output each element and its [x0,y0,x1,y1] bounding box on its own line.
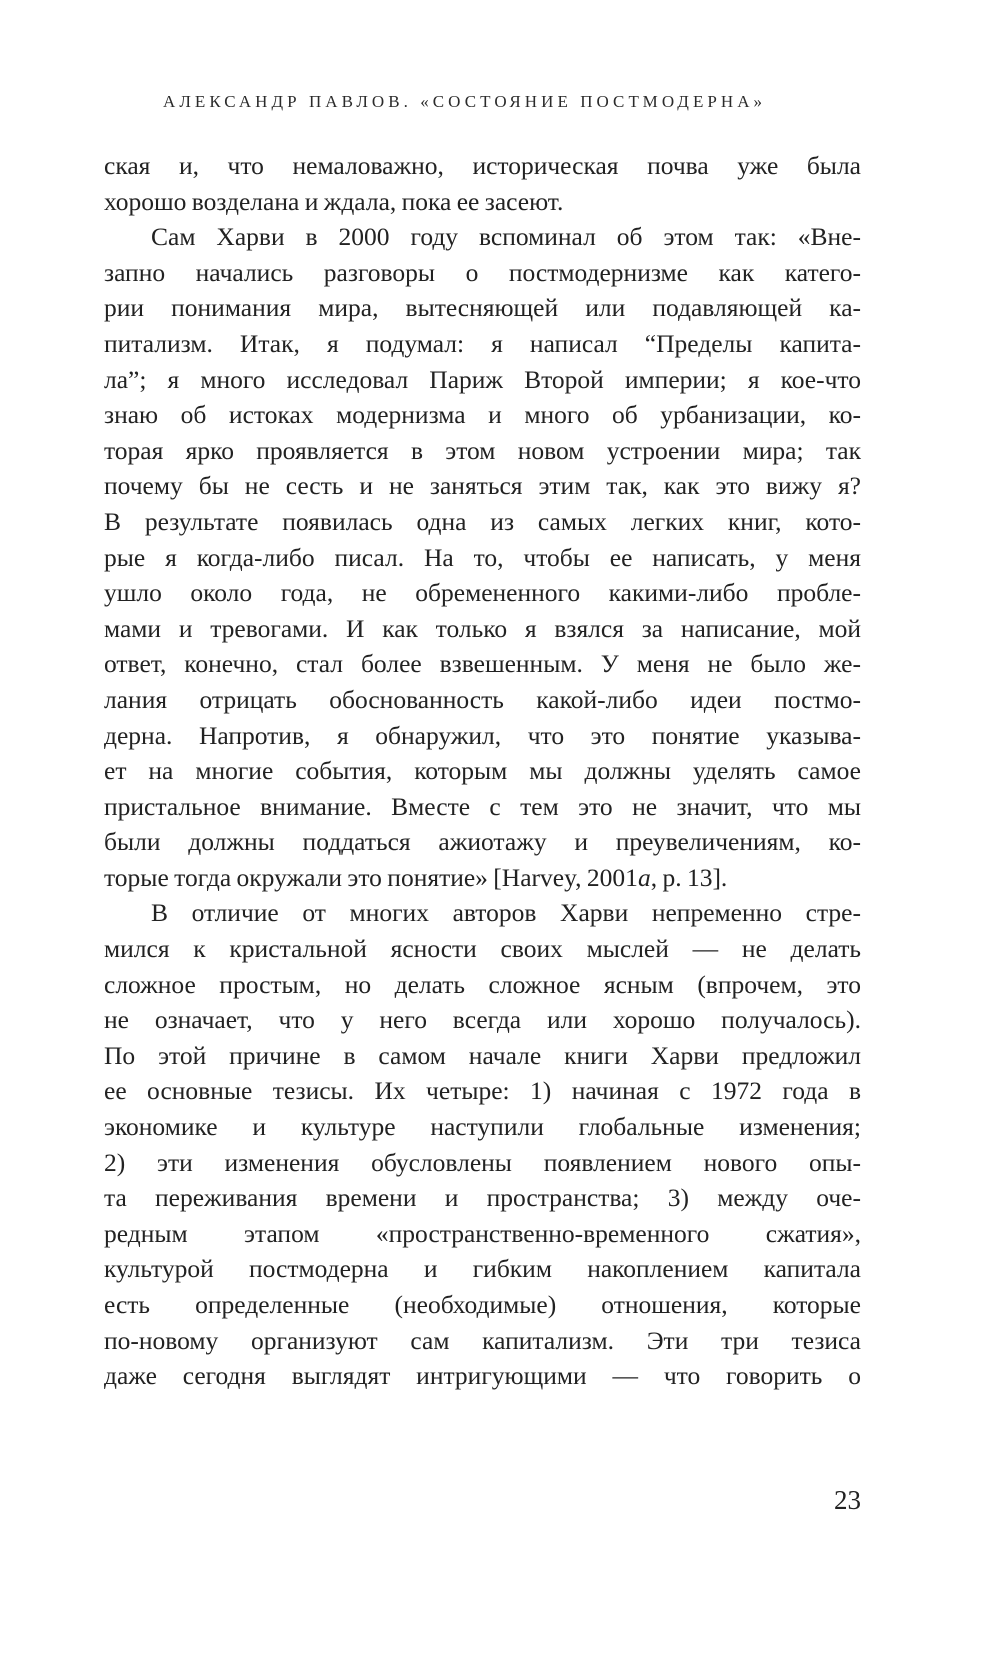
text-line: редным этапом «пространственно-временного сжатия», [104,1218,861,1248]
text-line: ла”; я много исследовал Париж Второй империи; я кое-что [104,364,861,394]
text-line: 2) эти изменения обусловлены появлением нового опы- [104,1147,861,1177]
text-line: торые тогда окружали это понятие» [Harvey, 2001a, p. 13]. [104,862,728,892]
body-text [104,148,861,1394]
text-line: даже сегодня выглядят интригующими — что говорить о [104,1361,861,1391]
text-line: сложное простым, но делать сложное ясным (впрочем, это [104,969,861,999]
text-line: В результате появилась одна из самых легких книг, кото- [104,506,861,536]
text-line: знаю об истоках модернизма и много об урбанизации, ко- [104,400,861,430]
text-line: В отличие от многих авторов Харви непременно стре- [151,898,861,928]
text-line: почему бы не сесть и не заняться этим так, как это вижу я? [104,471,861,501]
text-line: ответ, конечно, стал более взвешенным. У меня не было же- [104,649,861,679]
text-line: ушло около года, не обремененного какими-либо пробле- [104,578,861,608]
text-line: пристальное внимание. Вместе с тем это не значит, что мы [104,791,861,821]
text-line: торая ярко проявляется в этом новом устроении мира; так [104,435,861,465]
text-line: рии понимания мира, вытесняющей или подавляющей ка- [104,293,861,323]
text-line: по-новому организуют сам капитализм. Эти три тезиса [104,1325,861,1355]
text-line: культурой постмодерна и гибким накоплением капитала [104,1254,861,1284]
text-line: экономике и культуре наступили глобальные изменения; [104,1112,861,1142]
page-number: 23 [834,1485,861,1515]
text-line: По этой причине в самом начале книги Харви предложил [104,1040,861,1070]
text-line: не означает, что у него всегда или хорошо получалось). [104,1005,861,1035]
text-line: Сам Харви в 2000 году вспоминал об этом так: «Вне- [151,222,861,252]
text-line: дерна. Напротив, я обнаружил, что это понятие указыва- [104,720,861,750]
text-line: мами и тревогами. И как только я взялся за написание, мой [104,613,861,643]
running-head: АЛЕКСАНДР ПАВЛОВ. «СОСТОЯНИЕ ПОСТМОДЕРНА» [163,92,767,111]
text-line: рые я когда-либо писал. На то, чтобы ее написать, у меня [104,542,861,572]
text-line: мился к кристальной ясности своих мыслей — не делать [104,934,861,964]
citation-suffix: a [637,862,651,892]
text-line: лания отрицать обоснованность какой-либо идеи постмо- [104,684,861,714]
text-line: ет на многие события, которым мы должны уделять самое [104,756,861,786]
text-line: были должны поддаться ажиотажу и преувеличениям, ко- [104,827,861,857]
text-line: ская и, что немаловажно, историческая почва уже была [104,151,861,180]
text-line: та переживания времени и пространства; 3) между оче- [104,1183,861,1213]
text-line: хорошо возделана и ждала, пока ее засеют. [104,186,564,216]
text-line: ее основные тезисы. Их четыре: 1) начиная с 1972 года в [104,1076,861,1106]
text-line: есть определенные (необходимые) отношения, которые [104,1290,861,1319]
text-line: питализм. Итак, я подумал: я написал “Пределы капита- [104,328,861,358]
text-line: запно начались разговоры о постмодернизме как катего- [104,257,861,287]
